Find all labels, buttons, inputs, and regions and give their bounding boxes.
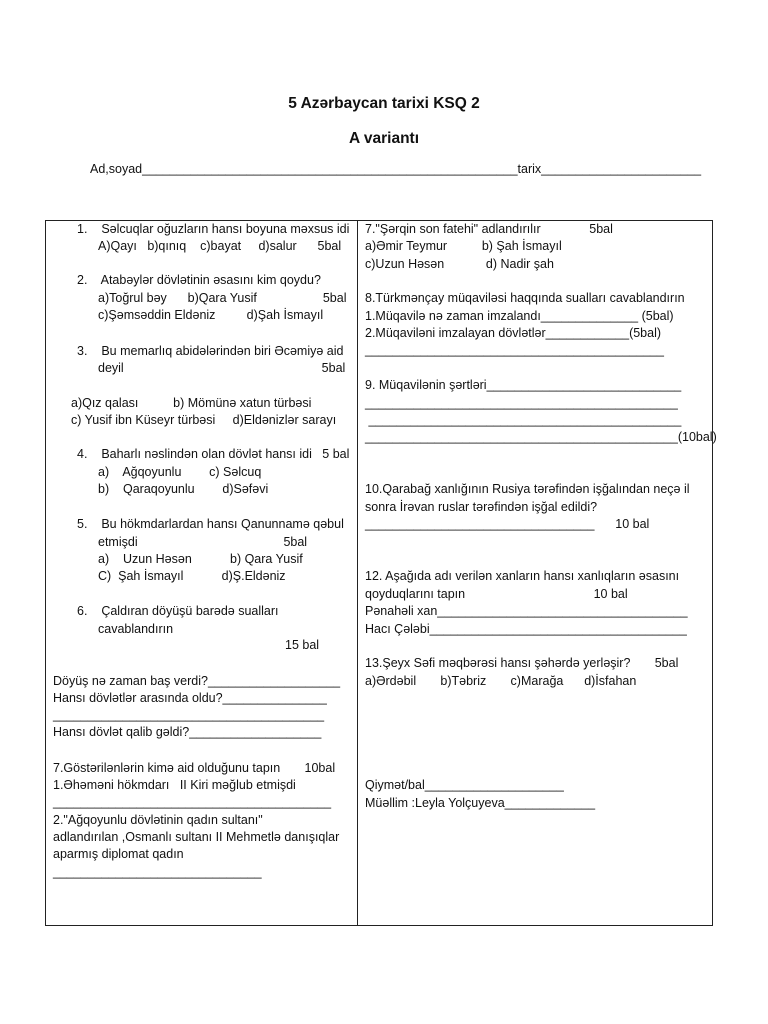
- r9-blank2: _____________________________________________: [365, 413, 682, 427]
- q7-left-blank1: ________________________________________: [53, 795, 332, 809]
- q3-text: 3. Bu memarlıq abidələrindən biri Əcəmiyə aid: [77, 344, 344, 358]
- r7-options-a: a)Əmir Teymur b) Şah İsmayıl: [365, 239, 562, 253]
- q3-options-a: a)Qız qalası b) Mömünə xatun türbəsi: [71, 396, 312, 410]
- q2-options-a: a)Toğrul bəy b)Qara Yusif 5bal: [98, 291, 347, 305]
- r8-blank: ___________________________________________: [365, 343, 664, 357]
- column-divider: [357, 220, 358, 926]
- q6-sub-blank: _______________________________________: [53, 708, 325, 722]
- r10-text-cont: sonra İrəvan ruslar tərəfindən işğal edildi?: [365, 500, 598, 514]
- r8-text: 8.Türkmənçay müqaviləsi haqqında sualları cavablandırın: [365, 291, 685, 305]
- q4-options-a: a) Ağqoyunlu c) Səlcuq: [98, 465, 262, 479]
- r12-haci-celebi: Hacı Çələbi_____________________________________: [365, 622, 687, 636]
- q7-left-item2-cont2: aparmış diplomat qadın: [53, 847, 184, 861]
- q6-points: 15 bal: [285, 638, 320, 652]
- r7-options-b: c)Uzun Həsən d) Nadir şah: [365, 257, 554, 271]
- q3-options-b: c) Yusif ibn Küseyr türbəsi d)Eldənizlər sarayı: [71, 413, 337, 427]
- q5-options-a: a) Uzun Həsən b) Qara Yusif: [98, 552, 303, 566]
- r12-text-cont: qoyduqlarını tapın 10 bal: [365, 587, 628, 601]
- q6-sub-between: Hansı dövlətlər arasında oldu?_______________: [53, 691, 327, 705]
- q6-text: 6. Çaldıran döyüşü barədə sualları: [77, 604, 279, 618]
- r10-blank: _________________________________ 10 bal: [365, 517, 650, 531]
- name-date-line: Ad,soyad______________________________________________________tarix_______________________: [90, 162, 702, 176]
- r9-text: 9. Müqavilənin şərtləri____________________________: [365, 378, 682, 392]
- r7-text: 7."Şərqin son fatehi" adlandırılır 5bal: [365, 222, 613, 236]
- r9-blank3: _____________________________________________(10bal): [365, 430, 717, 444]
- q7-left-item2-cont: adlandırılan ,Osmanlı sultanı II Mehmetlə danışıqlar: [53, 830, 340, 844]
- variant-title: A variantı: [348, 130, 420, 147]
- q5-text: 5. Bu hökmdarlardan hansı Qanunnamə qəbul: [77, 517, 344, 531]
- r8-sub2: 2.Müqaviləni imzalayan dövlətlər____________(5bal): [365, 326, 662, 340]
- r13-options: a)Ərdəbil b)Təbriz c)Marağa d)İsfahan: [365, 674, 637, 688]
- q7-left-blank2: ______________________________: [53, 865, 262, 879]
- q2-options-b: c)Şəmsəddin Eldəniz d)Şah İsmayıl: [98, 308, 324, 322]
- r12-text: 12. Aşağıda adı verilən xanların hansı xanlıqların əsasını: [365, 569, 680, 583]
- q4-text: 4. Baharlı nəslindən olan dövlət hansı idi 5 bal: [77, 447, 350, 461]
- q4-options-b: b) Qaraqoyunlu d)Səfəvi: [98, 482, 269, 496]
- q7-left-item2: 2."Ağqoyunlu dövlətinin qadın sultanı": [53, 813, 263, 827]
- page-title: 5 Azərbaycan tarixi KSQ 2: [288, 95, 480, 112]
- q6-sub-when: Döyüş nə zaman baş verdi?___________________: [53, 674, 341, 688]
- q6-sub-winner: Hansı dövlət qalib gəldi?___________________: [53, 725, 322, 739]
- q6-text-cont: cavablandırın: [98, 622, 174, 636]
- r13-text: 13.Şeyx Səfi məqbərəsi hansı şəhərdə yerləşir? 5bal: [365, 656, 679, 670]
- r10-text: 10.Qarabağ xanlığının Rusiya tərəfindən işğalından neçə il: [365, 482, 690, 496]
- grade-line: Qiymət/bal____________________: [365, 778, 564, 792]
- r8-sub1: 1.Müqavilə nə zaman imzalandı______________ (5bal): [365, 309, 674, 323]
- q1-text: 1. Səlcuqlar oğuzların hansı boyuna məxsus idi: [77, 222, 350, 236]
- q2-text: 2. Atabəylər dövlətinin əsasını kim qoydu?: [77, 273, 321, 287]
- q1-options: A)Qayı b)qınıq c)bayat d)salur 5bal: [98, 239, 342, 253]
- r9-blank1: _____________________________________________: [365, 396, 678, 410]
- q5-text-cont: etmişdi 5bal: [98, 535, 308, 549]
- q7-left-text: 7.Göstərilənlərin kimə aid olduğunu tapın 10bal: [53, 761, 336, 775]
- r12-panahali: Pənahəli xan____________________________________: [365, 604, 688, 618]
- q3-text-cont: deyil 5bal: [98, 361, 346, 375]
- teacher-line: Müəllim :Leyla Yolçuyeva_____________: [365, 796, 596, 810]
- q7-left-item1: 1.Əhəməni hökmdarı II Kiri məğlub etmişdi: [53, 778, 296, 792]
- q5-options-b: C) Şah İsmayıl d)Ş.Eldəniz: [98, 569, 286, 583]
